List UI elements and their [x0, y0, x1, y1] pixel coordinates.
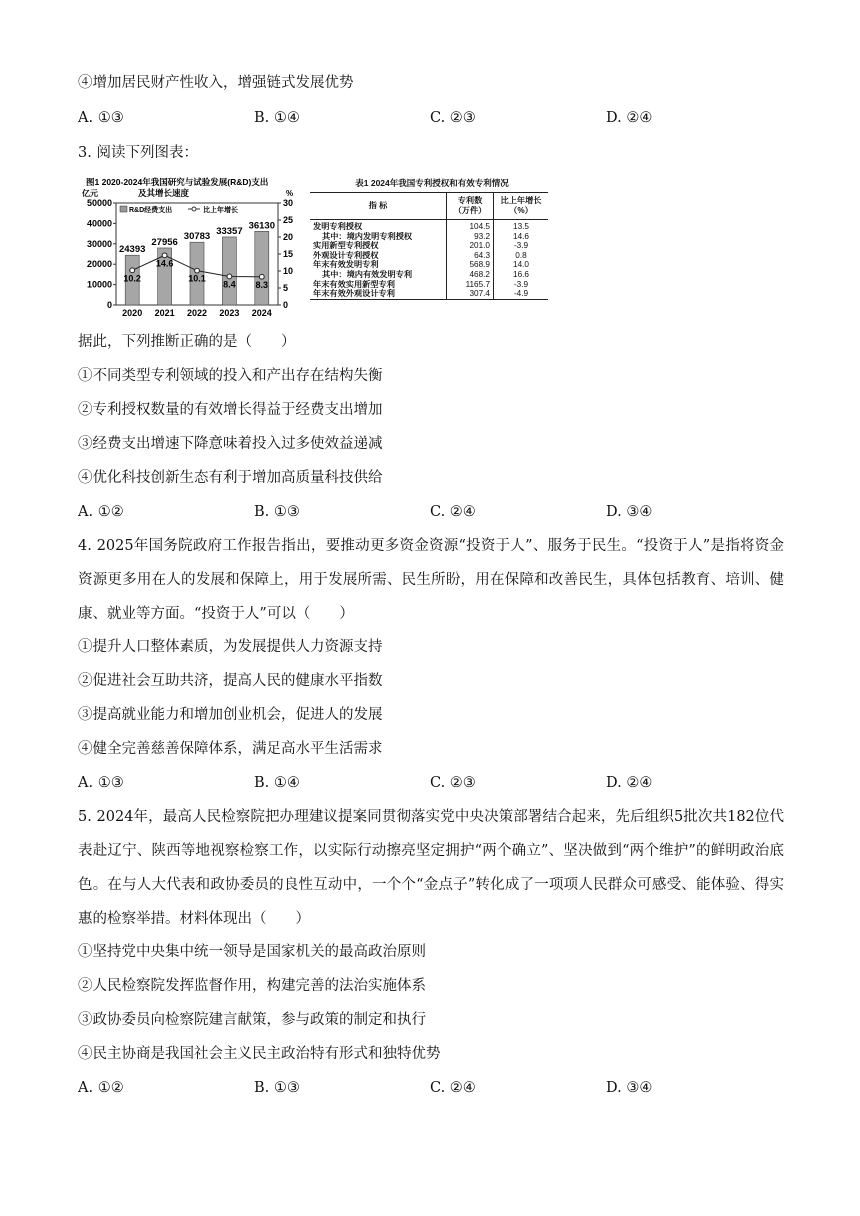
q5-answer-a: A. ①② — [78, 1080, 124, 1096]
q3-answer-a: A. ①② — [78, 504, 124, 520]
q3-stem: 3. 阅读下列图表： — [78, 145, 198, 161]
row-growth: -4.9 — [513, 289, 529, 299]
q4-item-2: ②促进社会互助共济，提高人民的健康水平指数 — [78, 673, 383, 689]
y-tick-label: 50000 — [86, 198, 112, 208]
q3-answer-d: D. ③④ — [606, 504, 653, 520]
row-count: 93.2 — [447, 232, 494, 242]
legend-bar-swatch — [120, 206, 127, 212]
q2-answer-a: A. ①③ — [78, 110, 124, 126]
table-row — [310, 289, 548, 299]
q5-stem: 5. 2024年，最高人民检察院把办理建议提案同贯彻落实党中央决策部署结合起来，先后组织5批次共182位代表赴辽宁、陕西等地视察检察工作，以实际行动擦亮坚定拥护“两个确立”、坚决做到“两个维护”的鲜明政治底色。在与人大代表和政协委员的良性互动中，一个个“金点子”转化成了一项项人民群众可感受、能体验、得实惠的检察举措。材料体现出（ ） — [78, 809, 784, 927]
y-tick-label: 0 — [106, 300, 112, 310]
row-growth: 14.6 — [513, 231, 529, 241]
q5-answer-b: B. ①③ — [254, 1080, 300, 1096]
right-axis-unit: % — [286, 189, 294, 198]
q5-item-3: ③政协委员向检察院建言献策，参与政策的制定和执行 — [78, 1012, 426, 1028]
y2-tick-label: 5 — [283, 283, 289, 293]
row-growth: -3.9 — [513, 241, 529, 251]
q4-item-4: ④健全完善慈善保障体系，满足高水平生活需求 — [78, 741, 383, 757]
y-tick-label: 20000 — [86, 259, 112, 270]
table-body — [310, 220, 548, 300]
q3-answer-c: C. ②④ — [430, 504, 476, 520]
q3-item-3: ③经费支出增速下降意味着投入过多使效益递减 — [78, 436, 383, 452]
row-indicator: 实用新型专利授权 — [310, 241, 447, 251]
q4-stem: 4. 2025年国务院政府工作报告指出，要推动更多资金资源“投资于人”、服务于民生。“投资于人”是指将资金资源更多用在人的发展和保障上，用于发展所需、民生所盼，用在保障和改善民生，具体包括教育、培训、健康、就业等方面。“投资于人”可以（ ） — [78, 538, 784, 622]
x-tick-label: 2023 — [219, 308, 240, 317]
growth-rate-label: 14.6 — [155, 258, 174, 269]
col-header-count: 专利数（万件） — [447, 193, 494, 220]
row-count: 468.2 — [447, 270, 494, 280]
q3-answer-b: B. ①③ — [254, 504, 300, 520]
bar-2024 — [255, 231, 269, 305]
left-axis-unit: 亿元 — [82, 189, 98, 198]
table-row — [310, 280, 548, 290]
q4-answer-b: B. ①④ — [254, 775, 300, 791]
x-tick-label: 2021 — [154, 308, 175, 317]
bar-value-label: 27956 — [151, 236, 178, 248]
row-growth: 16.6 — [513, 269, 529, 279]
table-row — [310, 220, 548, 232]
legend-line-marker — [192, 207, 196, 211]
row-growth: 0.8 — [515, 250, 527, 260]
row-growth: -3.9 — [513, 279, 529, 289]
y2-tick-label: 15 — [283, 249, 294, 259]
row-indicator: 年末有效外观设计专利 — [310, 289, 447, 299]
row-count: 1165.7 — [447, 280, 494, 290]
row-count: 64.3 — [447, 251, 494, 261]
bar-value-label: 36130 — [248, 220, 276, 232]
chart-title-line1: 图1 2020-2024年我国研究与试验发展(R&D)支出 — [86, 177, 269, 187]
q5-answer-d: D. ③④ — [606, 1080, 653, 1096]
growth-rate-label: 8.3 — [255, 279, 269, 290]
row-growth: 14.0 — [513, 260, 529, 270]
q2-answer-c: C. ②③ — [430, 110, 476, 126]
growth-rate-point — [259, 274, 264, 279]
row-growth: 13.5 — [513, 222, 529, 231]
row-count: 104.5 — [447, 220, 494, 232]
row-count: 568.9 — [447, 260, 494, 270]
table-row — [310, 241, 548, 251]
growth-rate-point — [130, 268, 135, 273]
row-indicator: 年末有效实用新型专利 — [310, 280, 447, 290]
chart-title-line2: 及其增长速度 — [138, 188, 190, 198]
rd-expenditure-chart — [78, 175, 310, 317]
q3-item-4: ④优化科技创新生态有利于增加高质量科技供给 — [78, 470, 383, 486]
growth-rate-point — [227, 274, 232, 279]
row-count: 201.0 — [447, 241, 494, 251]
row-indicator: 发明专利授权 — [310, 220, 447, 232]
patent-data-table — [310, 192, 548, 300]
x-tick-label: 2020 — [122, 308, 143, 317]
q5-item-2: ②人民检察院发挥监督作用，构建完善的法治实施体系 — [78, 978, 426, 994]
row-indicator: 年末有效发明专利 — [310, 260, 447, 270]
growth-rate-point — [162, 253, 167, 258]
row-indicator: 其中：境内发明专利授权 — [310, 232, 447, 242]
y2-tick-label: 20 — [283, 232, 294, 242]
q5-item-1: ①坚持党中央集中统一领导是国家机关的最高政治原则 — [78, 944, 426, 960]
q5-item-4: ④民主协商是我国社会主义民主政治特有形式和独特优势 — [78, 1046, 441, 1062]
y2-tick-label: 25 — [283, 215, 294, 225]
y-tick-label: 30000 — [86, 238, 112, 249]
growth-rate-label: 10.1 — [188, 273, 206, 284]
q4-answer-d: D. ②④ — [606, 775, 653, 791]
table-row — [310, 270, 548, 280]
y-tick-label: 10000 — [86, 279, 112, 290]
bar-value-label: 24393 — [118, 244, 146, 256]
y2-tick-label: 10 — [283, 266, 294, 276]
table-row — [310, 260, 548, 270]
q4-item-1: ①提升人口整体素质，为发展提供人力资源支持 — [78, 639, 383, 655]
q3-item-2: ②专利授权数量的有效增长得益于经费支出增加 — [78, 402, 383, 418]
bar-value-label: 30783 — [183, 231, 211, 243]
q5-answer-c: C. ②④ — [430, 1080, 476, 1096]
patent-table — [310, 175, 554, 317]
q3-prompt: 据此，下列推断正确的是（ ） — [78, 334, 296, 350]
legend-line-label: 比上年增长 — [203, 207, 238, 214]
x-tick-label: 2022 — [186, 308, 208, 317]
growth-rate-label: 10.2 — [123, 273, 141, 284]
row-count: 307.4 — [447, 289, 494, 299]
table-row — [310, 251, 548, 261]
y2-tick-label: 0 — [283, 300, 289, 310]
q4-answer-a: A. ①③ — [78, 775, 124, 791]
q4-item-3: ③提高就业能力和增加创业机会，促进人的发展 — [78, 707, 383, 723]
x-tick-label: 2024 — [251, 308, 272, 317]
bar-2023 — [222, 237, 236, 305]
table-title: 表1 2024年我国专利授权和有效专利情况 — [355, 178, 509, 188]
q2-answer-b: B. ①④ — [254, 110, 300, 126]
y2-tick-label: 30 — [283, 198, 294, 208]
y-tick-label: 40000 — [86, 218, 112, 229]
q2-answer-d: D. ②④ — [606, 110, 653, 126]
q2-option-4: ④增加居民财产性收入，增强链式发展优势 — [78, 75, 354, 91]
growth-rate-label: 8.4 — [223, 279, 236, 290]
q4-answer-c: C. ②③ — [430, 775, 476, 791]
table-row — [310, 232, 548, 242]
q3-item-1: ①不同类型专利领域的投入和产出存在结构失衡 — [78, 368, 383, 384]
bar-value-label: 33357 — [216, 225, 243, 237]
col-header-indicator: 指 标 — [310, 193, 447, 220]
growth-rate-point — [195, 268, 200, 273]
legend-bar-label: R&D经费支出 — [129, 207, 173, 214]
row-indicator: 外观设计专利授权 — [310, 251, 447, 261]
col-header-growth: 比上年增长（%） — [500, 196, 542, 215]
row-indicator: 其中：境内有效发明专利 — [310, 270, 447, 280]
